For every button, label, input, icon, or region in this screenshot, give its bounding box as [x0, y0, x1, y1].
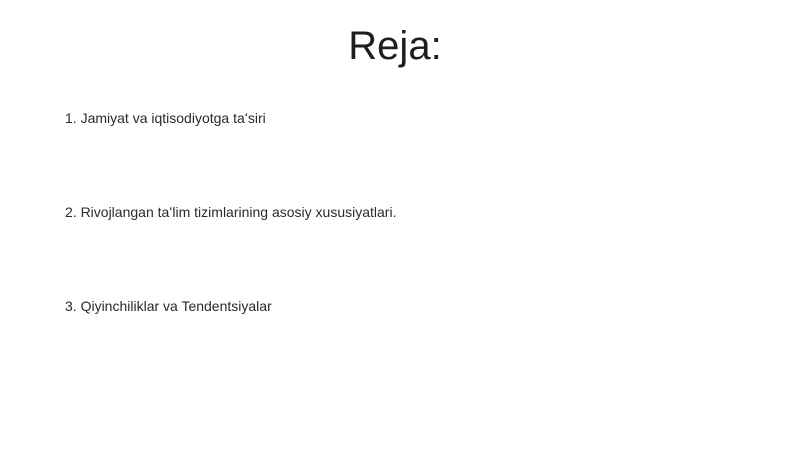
- agenda-list: [65, 108, 396, 390]
- agenda-item: 1. Jamiyat va iqtisodiyotga taʻsiri: [65, 110, 266, 126]
- agenda-item: 2. Rivojlangan taʻlim tizimlarining asosiy xususiyatlari.: [65, 204, 397, 220]
- agenda-item: 3. Qiyinchiliklar va Tendentsiyalar: [65, 298, 272, 314]
- slide-title: Reja:: [348, 24, 442, 68]
